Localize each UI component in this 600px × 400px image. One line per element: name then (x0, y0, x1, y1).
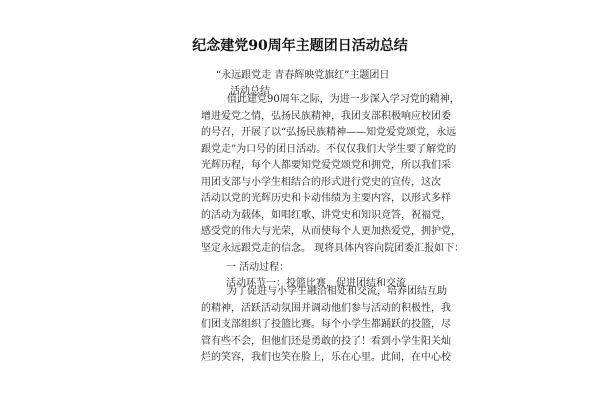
paragraph-line: 的精神，活跃活动氛围并调动他们参与活动的积极性，我 (201, 302, 451, 314)
paragraph-line: 们团支部组织了投篮比赛。每个小学生都踊跃的投篮，尽 (201, 319, 451, 330)
paragraph-line: 值此建党90周年之际，为进一步深入学习党的精神， (227, 94, 460, 105)
section-label: 活动总结 (230, 86, 270, 97)
document-title: 纪念建党90周年主题团日活动总结 (192, 38, 408, 54)
paragraph-line: 为了促进与小学生融洽相处和交流，培养团结互助 (227, 286, 447, 297)
paragraph-line: 跟党走”为口号的团日活动。不仅仅我们大学生要了解党的 (201, 143, 457, 155)
paragraph-line: 用团支部与小学生相结合的形式进行党史的宣传，这次 (201, 176, 441, 188)
paragraph-line: 光辉历程，每个人都要知党爱党颂党和拥党，所以我们采 (201, 160, 451, 171)
paragraph-line: 管有些不会，但他们还是勇敢的投了！看到小学生阳关灿 (201, 335, 451, 347)
paragraph-line: 坚定永远跟党走的信念。 现将具体内容向院团委汇报如下： (201, 242, 465, 254)
document-subtitle: “永远跟党走 青春辉映党旗红”主题团日 (216, 70, 390, 81)
paragraph-line: 烂的笑容，我们也笑在脸上，乐在心里。此间，在中心校 (201, 352, 451, 363)
paragraph-line: 的号召，开展了以“弘扬民族精神——知党爱党颂党，永远 (201, 127, 457, 138)
paragraph-line: 感受党的伟大与光荣，从而使每个人更加热爱党，拥护党， (201, 226, 461, 237)
activity-process-heading: 一 活动过程： (226, 262, 290, 273)
paragraph-activity (201, 284, 451, 367)
paragraph-line: 活动以党的光辉历史和卡动伟绩为主要内容，以形式多样 (201, 193, 451, 204)
paragraph-line: 增进爱党之情，弘扬民族精神，我团支部积极响应校团委 (201, 110, 451, 122)
activity-step-heading: 活动环节一：投篮比赛，促进团结和交流 (226, 278, 406, 289)
paragraph-line: 的活动为载体，如唱红歌、讲党史和知识竞答，祝福党， (201, 209, 451, 221)
paragraph-intro (201, 92, 465, 257)
